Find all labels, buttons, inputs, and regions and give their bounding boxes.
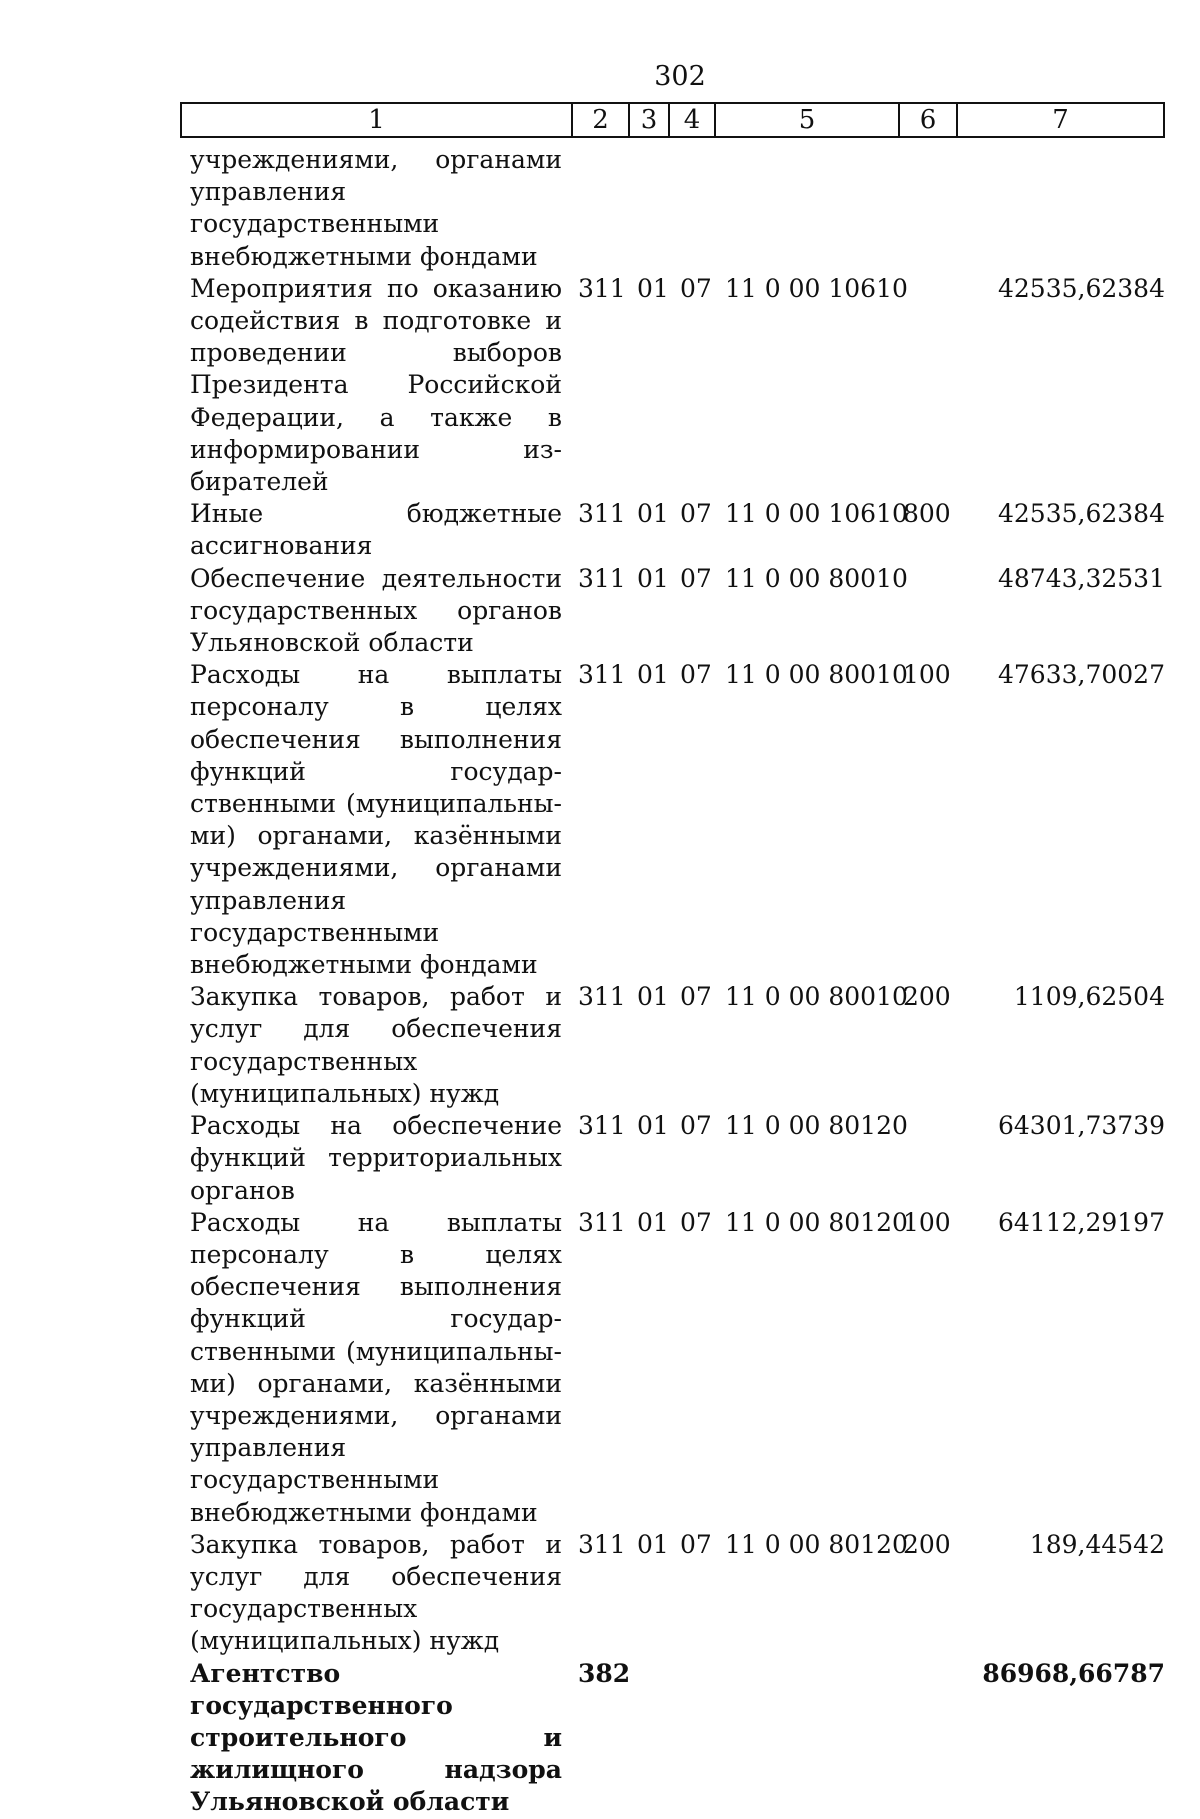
header-col-5: 5 <box>716 104 900 136</box>
row-col-6: 100 <box>903 660 951 690</box>
row-description: учреждениями, органами управления государственными внебюджетными фондами <box>190 145 562 271</box>
row-col-4: 07 <box>680 1529 712 1559</box>
header-col-4: 4 <box>670 104 716 136</box>
row-col-3: 01 <box>637 499 669 529</box>
table-row <box>190 659 1165 981</box>
row-col-7: 42535,62384 <box>997 273 1165 303</box>
row-col-7: 189,44542 <box>1029 1529 1165 1559</box>
row-col-5: 11 0 00 80120 <box>725 1207 908 1237</box>
header-col-1: 1 <box>182 104 573 136</box>
header-col-6: 6 <box>900 104 958 136</box>
row-col-5: 11 0 00 10610 <box>725 499 908 529</box>
header-col-2: 2 <box>573 104 630 136</box>
row-col-3: 01 <box>637 1529 669 1559</box>
row-col-2: 382 <box>578 1658 631 1688</box>
row-col-2: 311 <box>578 660 626 690</box>
row-col-2: 311 <box>578 982 626 1012</box>
row-col-7: 48743,32531 <box>997 563 1165 593</box>
row-col-2: 311 <box>578 499 626 529</box>
table-row <box>190 563 1165 660</box>
row-col-5: 11 0 00 80120 <box>725 1529 908 1559</box>
row-col-2: 311 <box>578 1529 626 1559</box>
row-col-2: 311 <box>578 273 626 303</box>
row-col-7: 86968,66787 <box>982 1658 1165 1688</box>
row-col-3: 01 <box>637 660 669 690</box>
row-col-3: 01 <box>637 982 669 1012</box>
row-col-4: 07 <box>680 273 712 303</box>
row-col-6: 200 <box>903 1529 951 1559</box>
row-col-7: 64301,73739 <box>997 1111 1165 1141</box>
row-col-7: 42535,62384 <box>997 499 1165 529</box>
table-row <box>190 144 1165 273</box>
table-row <box>190 981 1165 1110</box>
row-col-4: 07 <box>680 499 712 529</box>
row-col-5: 11 0 00 80010 <box>725 660 908 690</box>
table-header <box>180 102 1165 138</box>
page-number: 302 <box>654 61 706 92</box>
row-col-4: 07 <box>680 982 712 1012</box>
row-col-3: 01 <box>637 563 669 593</box>
row-col-5: 11 0 00 10610 <box>725 273 908 303</box>
header-col-3: 3 <box>630 104 670 136</box>
header-col-7: 7 <box>1052 105 1069 135</box>
row-col-3: 01 <box>637 1207 669 1237</box>
row-col-6: 200 <box>903 982 951 1012</box>
row-col-5: 11 0 00 80010 <box>725 563 908 593</box>
row-description: Закупка товаров, работ и услуг для обеспечения государственных (муниципальных) нужд <box>190 1529 562 1656</box>
table-row <box>190 1529 1165 1658</box>
row-description: Обеспечение деятельности государственных органов Ульяновской области <box>190 563 562 658</box>
row-col-5: 11 0 00 80120 <box>725 1111 908 1141</box>
agency-title: Агентство государственного строительного и жилищного надзора Ульяновской области <box>190 1658 562 1817</box>
row-col-7: 64112,29197 <box>997 1207 1165 1237</box>
row-description: Закупка товаров, работ и услуг для обеспечения государственных (муниципальных) нужд <box>190 982 562 1108</box>
row-description: Расходы на выплаты персоналу в целях обеспечения выполнения функций государственными (муниципальными) органами, казёнными учреждениями, органами управления государственными внебюджетными фондами <box>190 1207 562 1527</box>
row-col-3: 01 <box>637 273 669 303</box>
row-description: Мероприятия по оказанию содействия в подготовке и проведении выборов Президента Российской Федерации, а также в информировании избирателей <box>190 273 562 497</box>
row-col-4: 07 <box>680 1111 712 1141</box>
row-col-6: 100 <box>903 1207 951 1237</box>
table-row <box>190 1110 1165 1207</box>
row-col-6: 800 <box>903 499 951 529</box>
row-description: Расходы на обеспечение функций территориальных органов <box>190 1111 562 1205</box>
row-col-4: 07 <box>680 1207 712 1237</box>
row-col-2: 311 <box>578 1111 626 1141</box>
row-description: Расходы на выплаты персоналу в целях обеспечения выполнения функций государственными (муниципальными) органами, казёнными учреждениями, органами управления государственными внебюджетными фондами <box>190 660 562 980</box>
row-col-2: 311 <box>578 563 626 593</box>
row-description: Иные бюджетные ассигнования <box>190 499 562 561</box>
table-row-agency <box>190 1658 1165 1819</box>
table-body <box>190 144 1165 1819</box>
row-col-3: 01 <box>637 1111 669 1141</box>
row-col-4: 07 <box>680 563 712 593</box>
table-row <box>190 1207 1165 1529</box>
table-row <box>190 498 1165 562</box>
row-col-7: 1109,62504 <box>1013 982 1165 1012</box>
row-col-4: 07 <box>680 660 712 690</box>
row-col-2: 311 <box>578 1207 626 1237</box>
row-col-7: 47633,70027 <box>997 660 1165 690</box>
row-col-5: 11 0 00 80010 <box>725 982 908 1012</box>
table-row <box>190 273 1165 498</box>
